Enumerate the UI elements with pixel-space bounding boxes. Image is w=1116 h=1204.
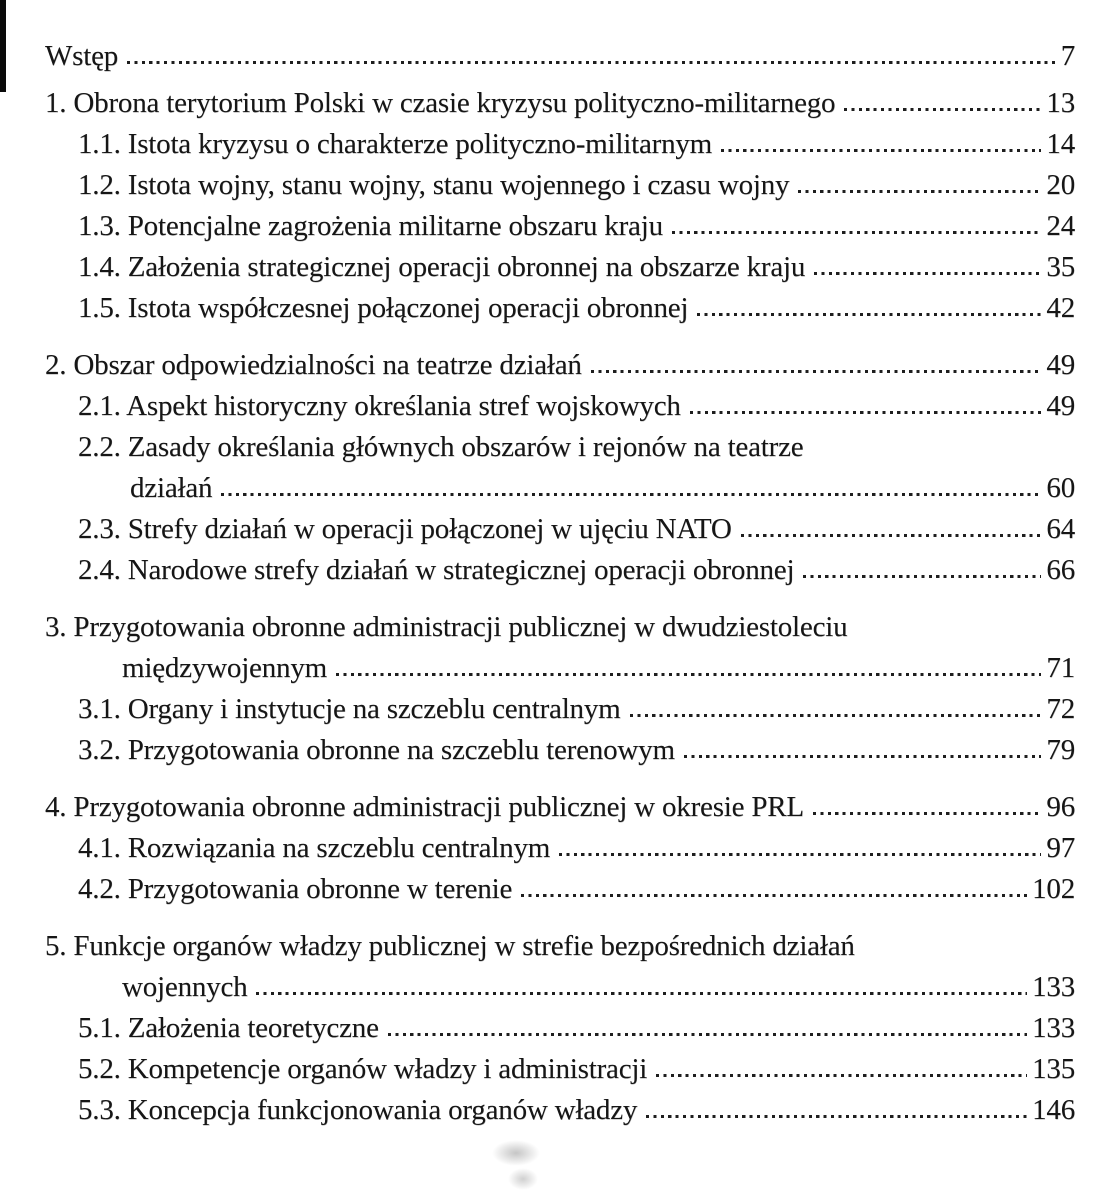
toc-entry-continuation [45,468,1075,509]
toc-entry-label: 3.1. Organy i instytucje na szczeblu centralnym [78,693,621,725]
page-number: 14 [1046,128,1075,160]
dot-leader [690,411,1042,414]
dot-leader [741,534,1042,537]
toc-entry-continuation [45,648,1075,689]
page-number: 102 [1032,873,1075,905]
toc-entry [45,427,1075,468]
toc-entry-label: 1.3. Potencjalne zagrożenia militarne obszaru kraju [78,210,663,242]
dot-leader [388,1033,1027,1036]
toc-entry [45,36,1075,77]
toc-entry [45,1090,1075,1131]
dot-leader [803,575,1041,578]
page-number: 7 [1060,40,1075,72]
toc-entry-label: 4.2. Przygotowania obronne w terenie [78,873,513,905]
dot-leader [127,61,1056,64]
toc-entry-label: 1.2. Istota wojny, stanu wojny, stanu wojennego i czasu wojny [78,169,790,201]
toc-entry-label: 1.5. Istota współczesnej połączonej operacji obronnej [78,292,689,324]
toc-entry-label: 2.2. Zasady określania głównych obszarów i rejonów na teatrze [78,431,804,463]
toc-entry-label: 2.3. Strefy działań w operacji połączonej w ujęciu NATO [78,513,732,545]
toc-entry [45,345,1075,386]
page-number: 20 [1046,169,1075,201]
toc-entry-label: Wstęp [45,40,119,72]
page-number: 133 [1032,971,1075,1003]
dot-leader [697,313,1041,316]
toc-entry-label: 1. Obrona terytorium Polski w czasie kryzysu polityczno-militarnego [45,87,836,119]
toc-entry-label: 5.2. Kompetencje organów władzy i administracji [78,1053,648,1085]
toc-entry-label: 3. Przygotowania obronne administracji publicznej w dwudziestoleciu [45,611,848,643]
toc-entry [45,607,1075,648]
toc-entry-label: 5.3. Koncepcja funkcjonowania organów władzy [78,1094,638,1126]
toc-entry [45,1008,1075,1049]
page-number: 133 [1032,1012,1075,1044]
dot-leader [256,992,1027,995]
toc-entry-label: 5.1. Założenia teoretyczne [78,1012,379,1044]
toc-entry [45,124,1075,165]
toc-entry [45,550,1075,591]
dot-leader [684,755,1042,758]
toc-entry-continuation [45,967,1075,1008]
toc-entry-label: 4. Przygotowania obronne administracji publicznej w okresie PRL [45,791,804,823]
page-number: 49 [1046,349,1075,381]
toc-entry [45,288,1075,329]
dot-leader [814,272,1041,275]
toc-entry-label: międzywojennym [122,652,327,684]
dot-leader [221,493,1041,496]
toc-entry-label: 1.1. Istota kryzysu o charakterze polityczno-militarnym [78,128,713,160]
toc-entry-label: działań [130,472,213,504]
toc-entry-label: 2.1. Aspekt historyczny określania stref wojskowych [78,390,681,422]
dot-leader [559,853,1041,856]
dot-leader [721,149,1041,152]
toc-entry [45,83,1075,124]
toc-entry [45,165,1075,206]
toc-entry-label: 2. Obszar odpowiedzialności na teatrze działań [45,349,582,381]
page-number: 135 [1032,1053,1075,1085]
toc-entry [45,787,1075,828]
dot-leader [336,673,1041,676]
page-number: 64 [1046,513,1075,545]
dot-leader [521,894,1027,897]
toc-entry-label: 3.2. Przygotowania obronne na szczeblu terenowym [78,734,675,766]
page-number: 24 [1046,210,1075,242]
dot-leader [630,714,1042,717]
dot-leader [646,1115,1027,1118]
toc-entry [45,730,1075,771]
page-number: 42 [1046,292,1075,324]
toc-entry [45,869,1075,910]
page-number: 96 [1046,791,1075,823]
page-number: 66 [1046,554,1075,586]
toc-entry-label: wojennych [122,971,248,1003]
scan-smudge [492,1140,540,1166]
toc-entry-label: 4.1. Rozwiązania na szczeblu centralnym [78,832,551,864]
page-number: 13 [1046,87,1075,119]
page-number: 79 [1046,734,1075,766]
dot-leader [798,190,1041,193]
toc-entry [45,689,1075,730]
page-number: 97 [1046,832,1075,864]
toc-entry-label: 2.4. Narodowe strefy działań w strategicznej operacji obronnej [78,554,795,586]
page-number: 146 [1032,1094,1075,1126]
dot-leader [656,1074,1027,1077]
dot-leader [844,108,1041,111]
toc-entry [45,926,1075,967]
toc-entry [45,247,1075,288]
toc-entry [45,828,1075,869]
scan-smudge [508,1168,538,1190]
toc-entry [45,1049,1075,1090]
page-number: 49 [1046,390,1075,422]
toc-entry [45,509,1075,550]
dot-leader [591,370,1042,373]
toc-entry [45,386,1075,427]
dot-leader [672,231,1042,234]
toc-entry [45,206,1075,247]
toc-entry-label: 1.4. Założenia strategicznej operacji obronnej na obszarze kraju [78,251,806,283]
page-number: 71 [1046,652,1075,684]
toc-entry-label: 5. Funkcje organów władzy publicznej w strefie bezpośrednich działań [45,930,855,962]
page-number: 60 [1046,472,1075,504]
page-number: 72 [1046,693,1075,725]
dot-leader [813,812,1041,815]
page-number: 35 [1046,251,1075,283]
